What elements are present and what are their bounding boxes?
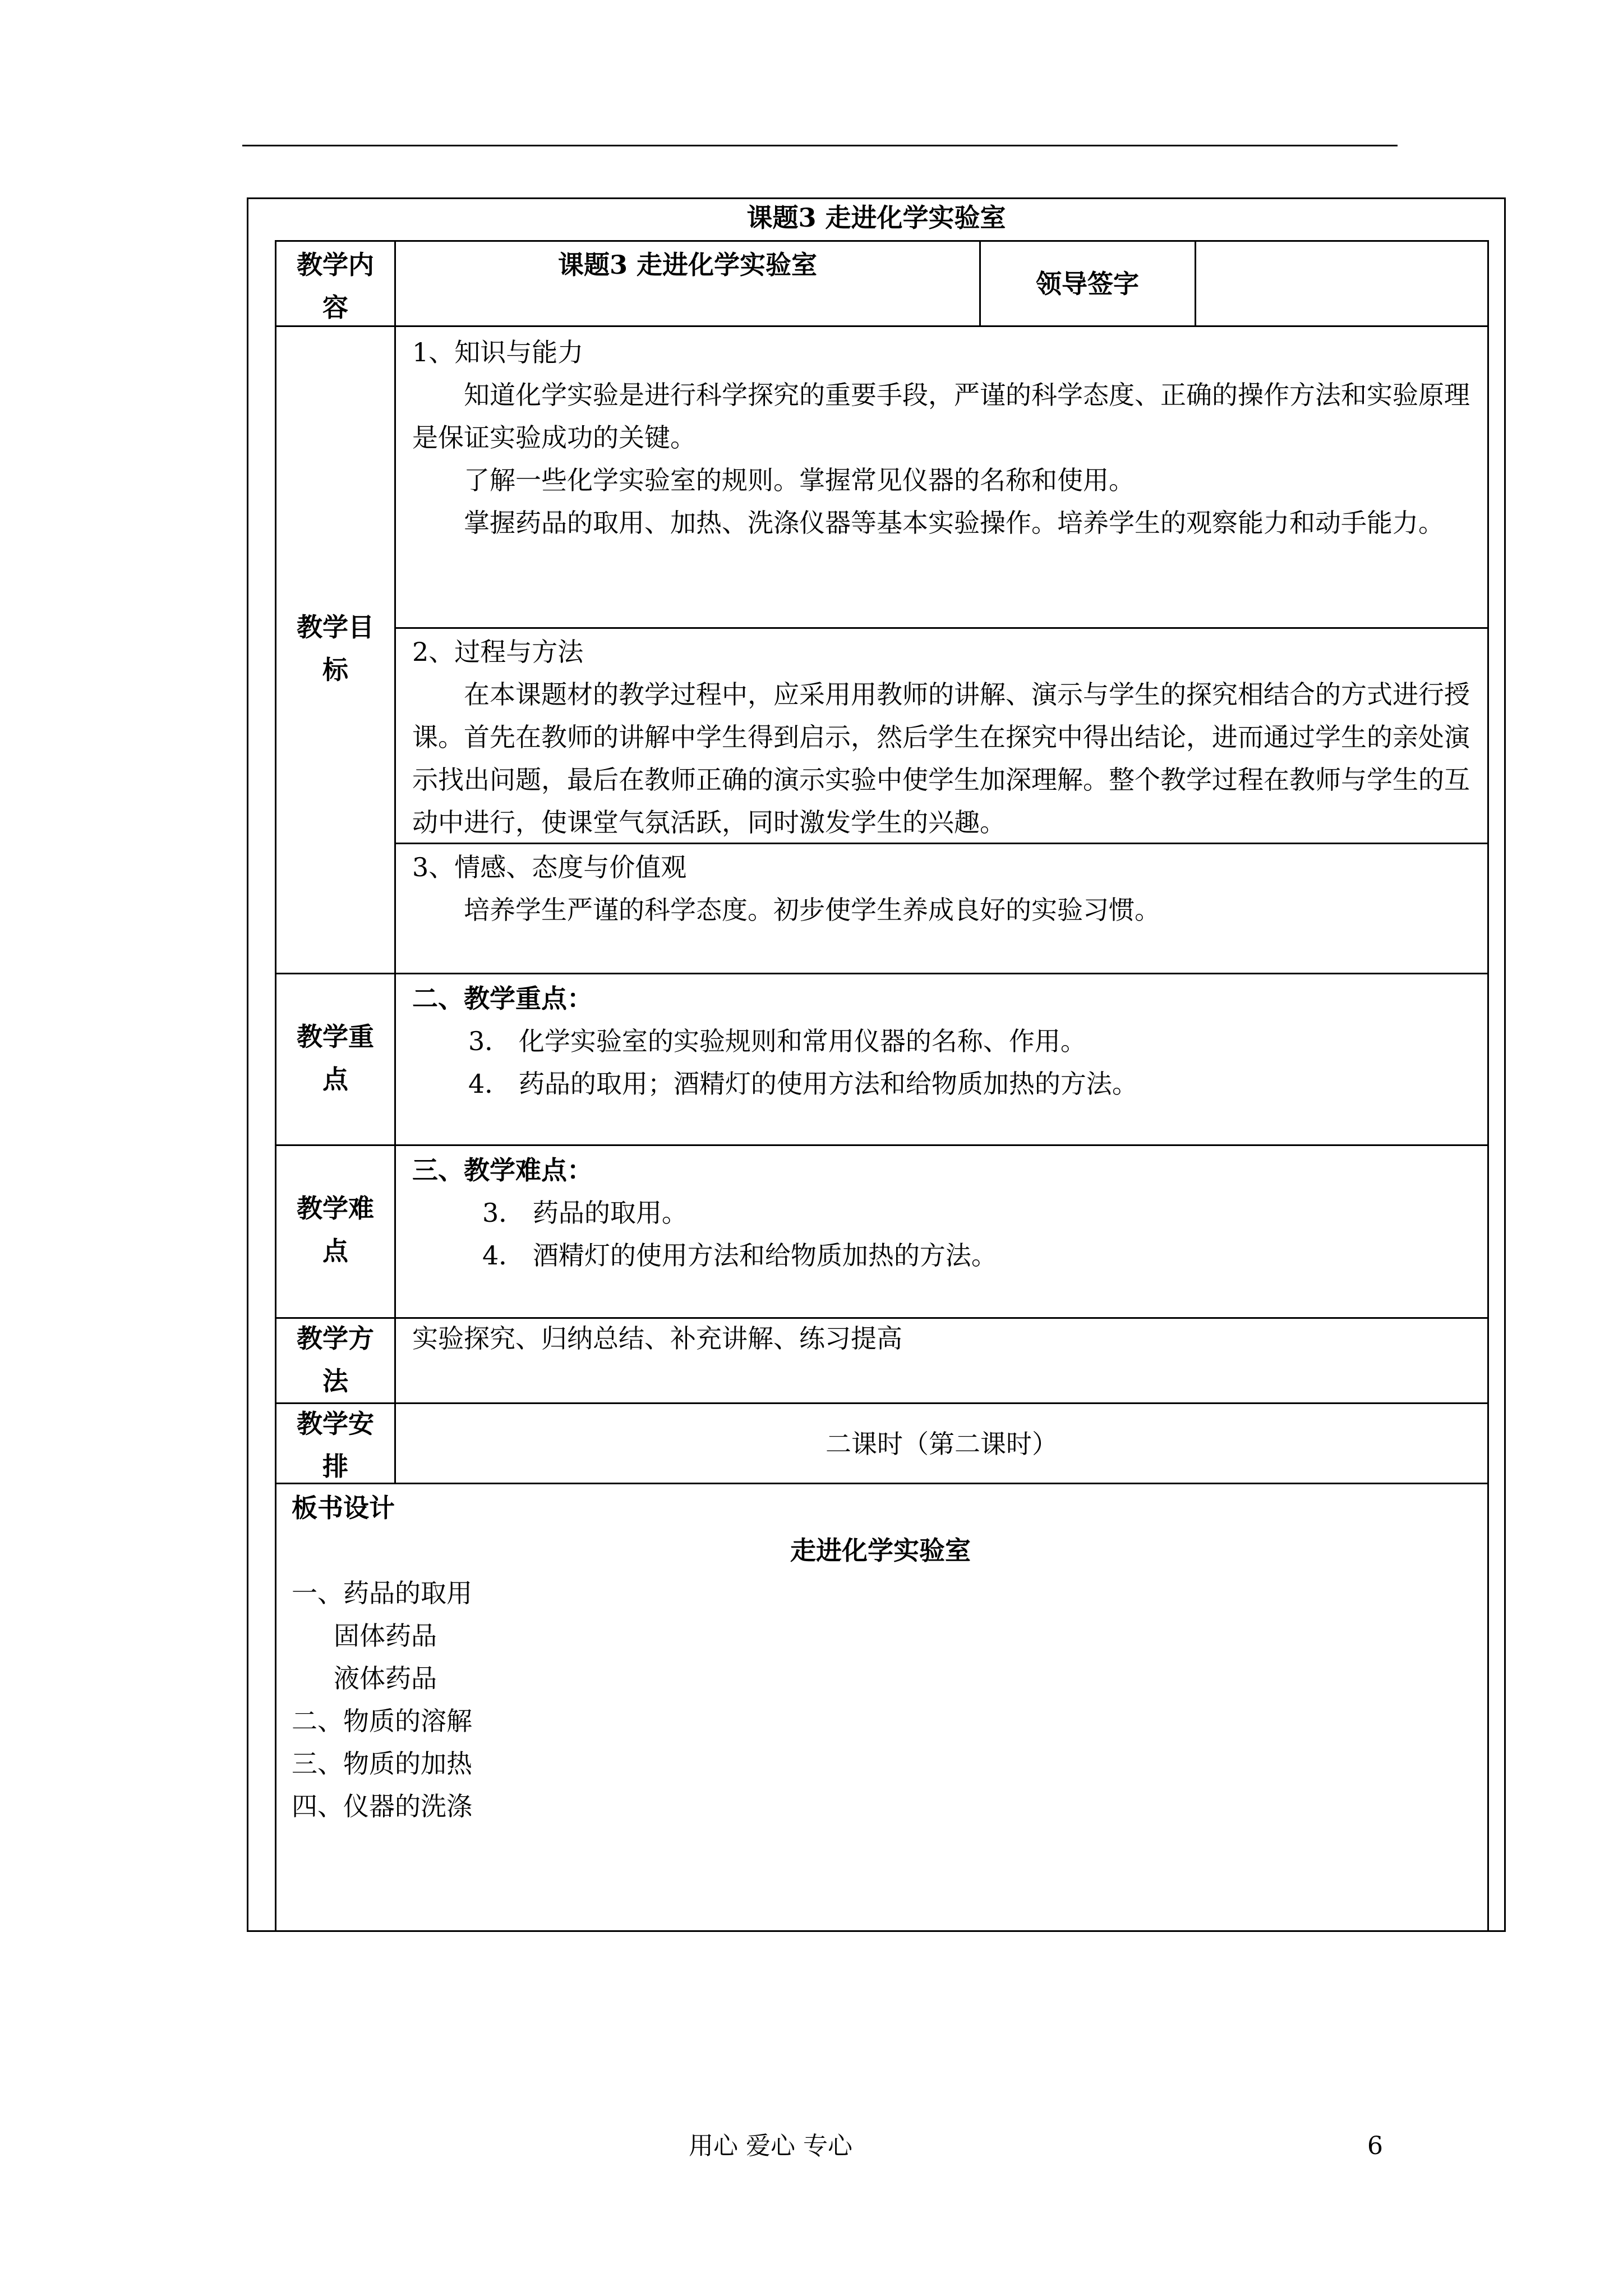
- difficult-heading: 三、教学难点：: [412, 1155, 593, 1185]
- row-divider: [275, 240, 1489, 242]
- sub-divider: [394, 627, 1489, 629]
- board-title: 走进化学实验室: [790, 1535, 971, 1566]
- sub-divider: [394, 843, 1489, 844]
- board-line: 固体药品: [334, 1621, 437, 1651]
- main-title: 课题3 走进化学实验室: [746, 203, 1006, 233]
- label-method-line1: 教学方: [297, 1323, 374, 1354]
- label-arrangement-line2: 排: [322, 1451, 348, 1481]
- label-column-divider: [394, 240, 396, 1483]
- objective-paragraph: 掌握药品的取用、加热、洗涤仪器等基本实验操作。培养学生的观察能力和动手能力。: [464, 508, 1444, 538]
- row-divider: [275, 973, 1489, 974]
- keypoints-heading: 二、教学重点：: [412, 983, 593, 1014]
- objective-heading-3: 3、情感、态度与价值观: [412, 852, 687, 882]
- label-objectives-line1: 教学目: [297, 612, 374, 642]
- label-keypoints-line2: 点: [322, 1064, 348, 1094]
- label-difficult-line1: 教学难: [297, 1193, 374, 1223]
- header-rule: [242, 145, 1398, 146]
- keypoint-item: 4． 药品的取用；酒精灯的使用方法和给物质加热的方法。: [468, 1069, 1138, 1099]
- method-text: 实验探究、归纳总结、补充讲解、练习提高: [412, 1323, 902, 1354]
- objective-heading-1: 1、知识与能力: [412, 337, 584, 367]
- objective-heading-2: 2、过程与方法: [412, 637, 584, 667]
- board-line: 三、物质的加热: [292, 1749, 472, 1779]
- sign-label: 领导签字: [1036, 269, 1139, 299]
- objective-paragraph: 在本课题材的教学过程中，应采用用教师的讲解、演示与学生的探究相结合的方式进行授课。首先在教师的讲解中学生得到启示，然后学生在探究中得出结论，进而通过学生的亲处演示找出问题，最后在教师正确的演示实验中使学生加深理解。整个教学过程在教师与学生的互动中进行，使课堂气氛活跃，同时激发学生的兴趣。: [412, 679, 1470, 838]
- board-line: 液体药品: [334, 1663, 437, 1694]
- label-objectives-line2: 标: [322, 655, 348, 685]
- row-divider: [275, 1483, 1489, 1484]
- label-difficult-line2: 点: [322, 1236, 348, 1266]
- board-label: 板书设计: [292, 1493, 395, 1523]
- page-footer: 用心 爱心 专心: [689, 2132, 852, 2160]
- objective-paragraph: 培养学生严谨的科学态度。初步使学生养成良好的实验习惯。: [464, 895, 1160, 925]
- objective-paragraph: 了解一些化学实验室的规则。掌握常见仪器的名称和使用。: [464, 465, 1135, 495]
- row-divider: [275, 1402, 1489, 1404]
- page-number: 6: [1367, 2132, 1383, 2160]
- label-content-line2: 容: [322, 292, 348, 323]
- label-content-line1: 教学内: [297, 250, 374, 280]
- content-title: 课题3 走进化学实验室: [557, 250, 818, 280]
- difficult-item: 4． 酒精灯的使用方法和给物质加热的方法。: [482, 1240, 997, 1271]
- keypoint-item: 3． 化学实验室的实验规则和常用仪器的名称、作用。: [468, 1026, 1086, 1056]
- objective-paragraph: 知道化学实验是进行科学探究的重要手段，严谨的科学态度、正确的操作方法和实验原理是保证实验成功的关键。: [412, 380, 1470, 453]
- row-divider: [275, 325, 1489, 327]
- row-divider: [275, 1144, 1489, 1146]
- label-arrangement-line1: 教学安: [297, 1409, 374, 1439]
- table-right-border: [1487, 240, 1489, 1932]
- sign-divider-2: [1195, 240, 1196, 325]
- board-line: 四、仪器的洗涤: [292, 1791, 472, 1821]
- board-line: 一、药品的取用: [292, 1578, 472, 1608]
- board-line: 二、物质的溶解: [292, 1706, 472, 1736]
- label-keypoints-line1: 教学重: [297, 1022, 374, 1052]
- arrangement-text: 二课时（第二课时）: [826, 1429, 1058, 1459]
- difficult-item: 3． 药品的取用。: [482, 1198, 688, 1228]
- label-method-line2: 法: [322, 1366, 348, 1396]
